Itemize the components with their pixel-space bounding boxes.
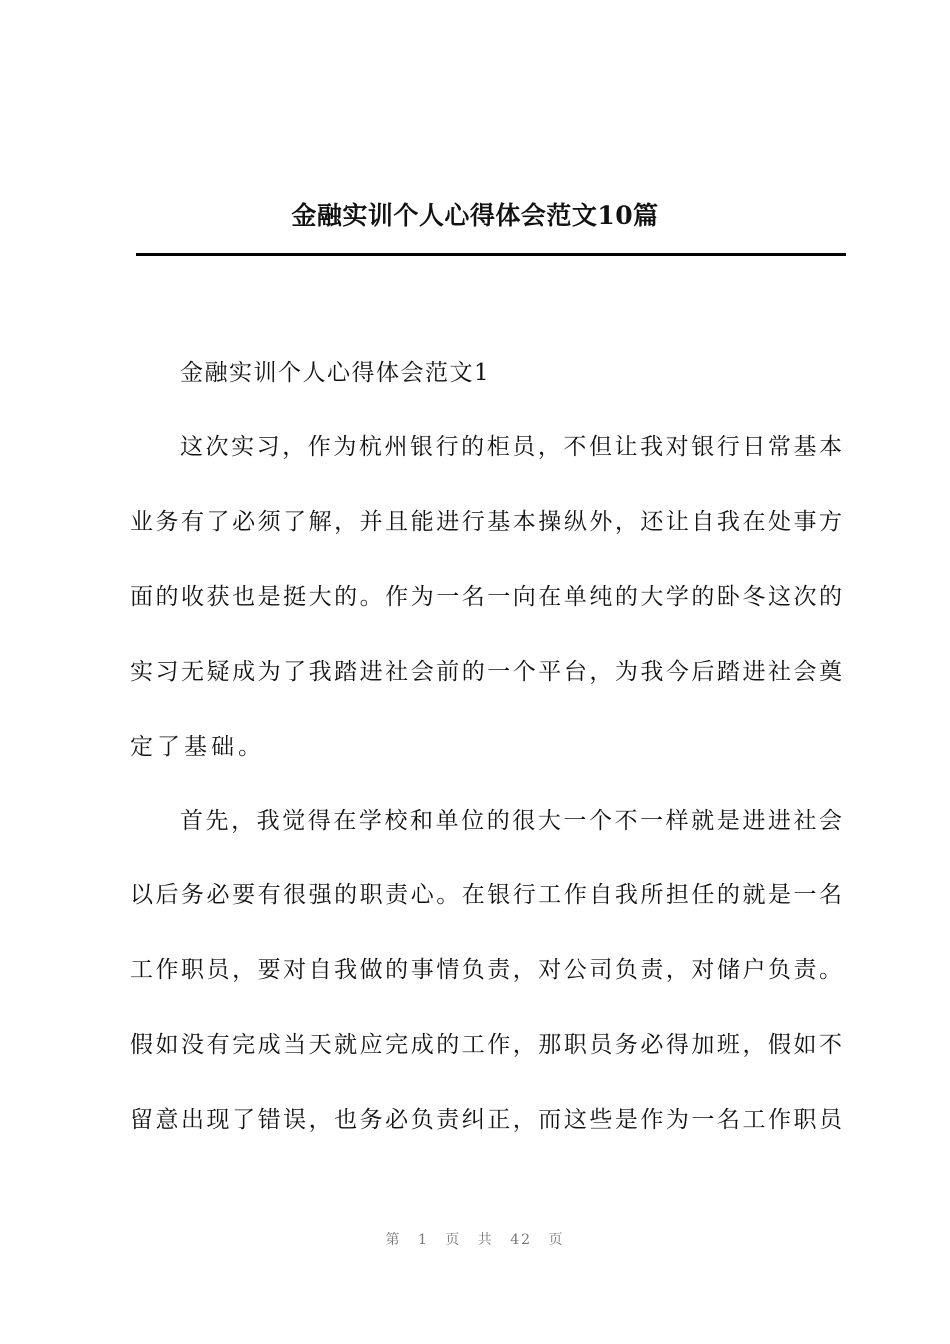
text-line: 这次实习，作为杭州银行的柜员，不但让我对银行日常基本 xyxy=(180,434,842,460)
text-line: 留意出现了错误，也务必负责纠正，而这些是作为一名工作职员 xyxy=(130,1107,842,1133)
text-line: 假如没有完成当天就应完成的工作，那职员务必得加班，假如不 xyxy=(130,1032,842,1058)
text-line: 业务有了必须了解，并且能进行基本操纵外，还让自我在处事方 xyxy=(130,509,842,535)
page-title: 金融实训个人心得体会范文10篇 xyxy=(291,201,659,230)
page-footer: 第 1 页 共 42 页 xyxy=(385,1232,565,1248)
text-line: 面的收获也是挺大的。作为一名一向在单纯的大学的卧冬这次的 xyxy=(130,584,842,610)
text-line: 首先，我觉得在学校和单位的很大一个不一样就是进进社会 xyxy=(180,808,842,834)
text-line: 以后务必要有很强的职责心。在银行工作自我所担任的就是一名 xyxy=(130,882,842,908)
section-heading: 金融实训个人心得体会范文1 xyxy=(180,360,491,386)
title-underline xyxy=(136,253,846,256)
text-line: 工作职员，要对自我做的事情负责，对公司负责，对储户负责。 xyxy=(130,957,842,983)
text-line: 实习无疑成为了我踏进社会前的一个平台，为我今后踏进社会奠 xyxy=(130,659,842,685)
text-line: 定了基础。 xyxy=(130,734,265,760)
